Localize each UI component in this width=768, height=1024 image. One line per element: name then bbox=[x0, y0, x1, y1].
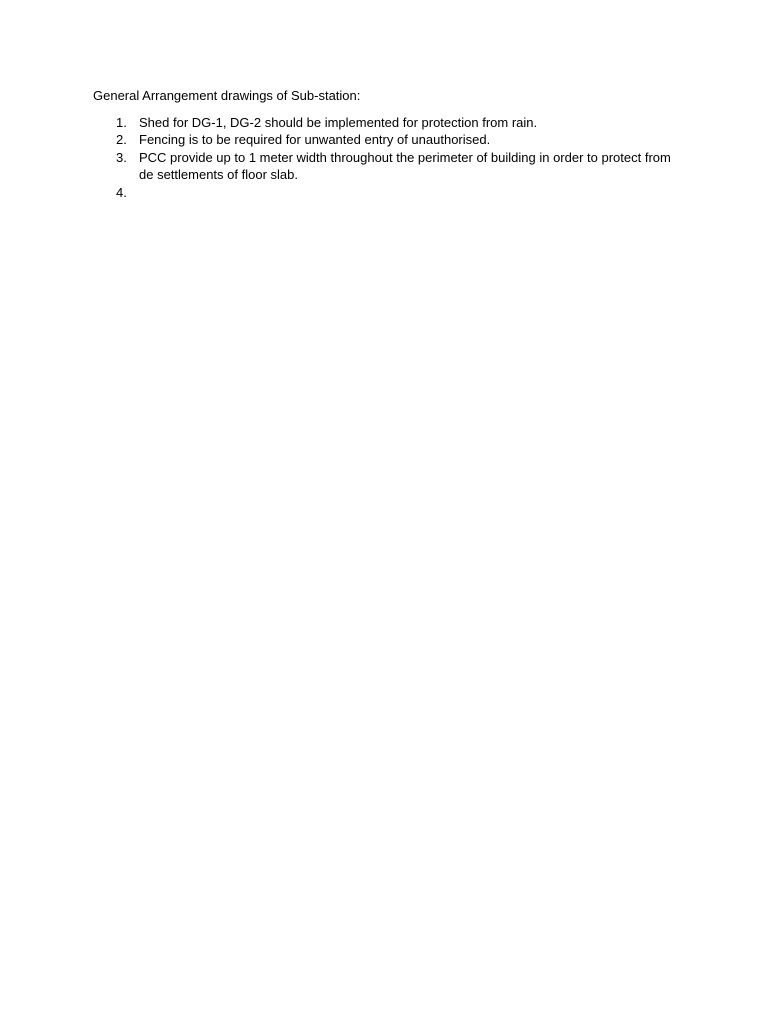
document-heading: General Arrangement drawings of Sub-station: bbox=[93, 88, 361, 103]
numbered-list bbox=[93, 114, 673, 202]
list-item-text: Shed for DG-1, DG-2 should be implemented for protection from rain. bbox=[139, 114, 538, 130]
list-item[interactable] bbox=[93, 184, 673, 202]
document-body bbox=[93, 87, 673, 201]
list-item bbox=[93, 149, 673, 184]
list-item-text: PCC provide up to 1 meter width throughout the perimeter of building in order to protect from de settlements of floor slab. bbox=[139, 149, 671, 182]
list-item bbox=[93, 114, 673, 132]
list-item-number: 1. bbox=[116, 114, 127, 130]
list-item-number: 4. bbox=[116, 184, 127, 200]
list-item bbox=[93, 131, 673, 149]
list-item-number: 3. bbox=[116, 149, 127, 165]
list-item-number: 2. bbox=[116, 132, 127, 147]
list-item-text: Fencing is to be required for unwanted entry of unauthorised. bbox=[139, 132, 491, 147]
